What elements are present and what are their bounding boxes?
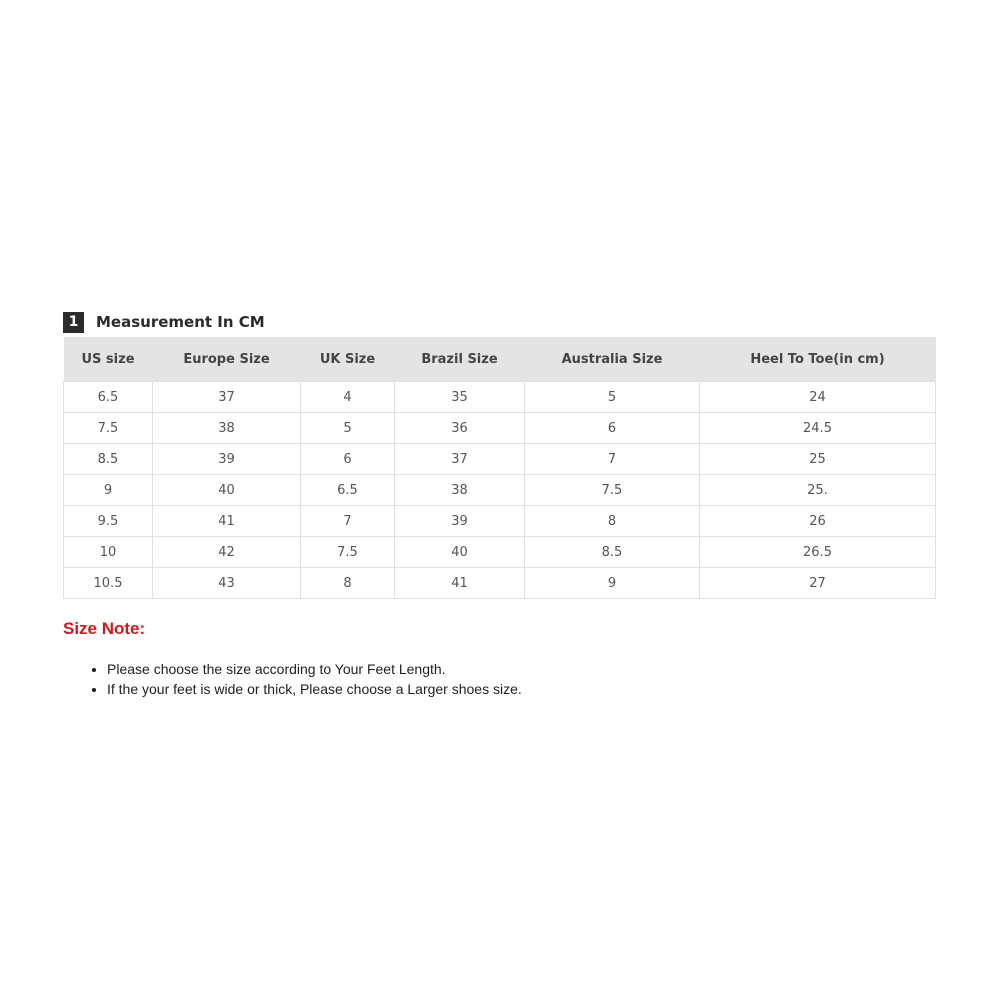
header-uk-size: UK Size [301, 337, 395, 382]
table-header-row [64, 337, 936, 382]
header-brazil-size: Brazil Size [395, 337, 525, 382]
size-note-list [63, 659, 522, 699]
table-row [64, 568, 936, 599]
cell-uk-size: 7.5 [301, 537, 395, 568]
cell-uk-size: 7 [301, 506, 395, 537]
cell-europe-size: 39 [153, 444, 301, 475]
cell-heel-to-toe: 24.5 [700, 413, 936, 444]
table-row [64, 537, 936, 568]
cell-heel-to-toe: 25 [700, 444, 936, 475]
cell-us-size: 10 [64, 537, 153, 568]
header-heel-to-toe: Heel To Toe(in cm) [700, 337, 936, 382]
cell-us-size: 8.5 [64, 444, 153, 475]
cell-us-size: 9 [64, 475, 153, 506]
cell-uk-size: 8 [301, 568, 395, 599]
list-item: • If the your feet is wide or thick, Please choose a Larger shoes size. [107, 679, 522, 699]
cell-australia-size: 7 [525, 444, 700, 475]
cell-us-size: 6.5 [64, 382, 153, 413]
cell-europe-size: 43 [153, 568, 301, 599]
cell-europe-size: 41 [153, 506, 301, 537]
size-chart-table [63, 337, 936, 599]
cell-brazil-size: 38 [395, 475, 525, 506]
cell-uk-size: 5 [301, 413, 395, 444]
cell-uk-size: 6.5 [301, 475, 395, 506]
cell-australia-size: 8 [525, 506, 700, 537]
cell-us-size: 10.5 [64, 568, 153, 599]
table-row [64, 382, 936, 413]
cell-brazil-size: 37 [395, 444, 525, 475]
header-us-size: US size [64, 337, 153, 382]
cell-australia-size: 6 [525, 413, 700, 444]
cell-brazil-size: 36 [395, 413, 525, 444]
cell-brazil-size: 39 [395, 506, 525, 537]
cell-brazil-size: 41 [395, 568, 525, 599]
table-row [64, 413, 936, 444]
header-europe-size: Europe Size [153, 337, 301, 382]
table-row [64, 444, 936, 475]
cell-europe-size: 37 [153, 382, 301, 413]
cell-australia-size: 5 [525, 382, 700, 413]
cell-australia-size: 7.5 [525, 475, 700, 506]
cell-australia-size: 9 [525, 568, 700, 599]
cell-heel-to-toe: 24 [700, 382, 936, 413]
cell-uk-size: 4 [301, 382, 395, 413]
cell-australia-size: 8.5 [525, 537, 700, 568]
cell-us-size: 7.5 [64, 413, 153, 444]
cell-brazil-size: 40 [395, 537, 525, 568]
cell-europe-size: 42 [153, 537, 301, 568]
cell-uk-size: 6 [301, 444, 395, 475]
header-australia-size: Australia Size [525, 337, 700, 382]
cell-brazil-size: 35 [395, 382, 525, 413]
cell-heel-to-toe: 27 [700, 568, 936, 599]
list-item: • Please choose the size according to Your Feet Length. [107, 659, 522, 679]
cell-heel-to-toe: 26 [700, 506, 936, 537]
table-row [64, 475, 936, 506]
table-row [64, 506, 936, 537]
cell-europe-size: 38 [153, 413, 301, 444]
cell-us-size: 9.5 [64, 506, 153, 537]
section-number-badge: 1 [63, 312, 84, 333]
cell-heel-to-toe: 26.5 [700, 537, 936, 568]
size-note-title: Size Note: [63, 619, 146, 638]
section-header [63, 311, 265, 333]
cell-europe-size: 40 [153, 475, 301, 506]
section-title: Measurement In CM [96, 313, 265, 331]
cell-heel-to-toe: 25. [700, 475, 936, 506]
